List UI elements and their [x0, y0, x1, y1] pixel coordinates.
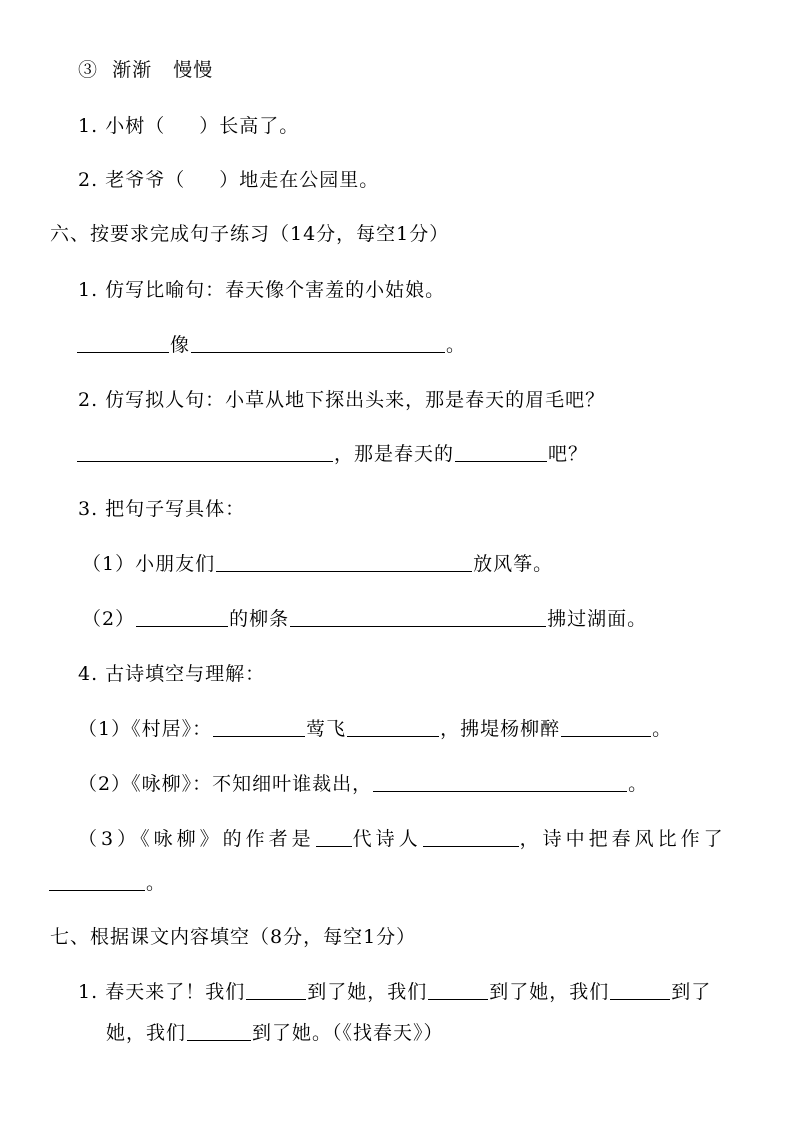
- s5-question-2: [78, 167, 379, 193]
- item-prefix: （1）《村居》：: [78, 718, 213, 740]
- s6-q4-item-1: [78, 716, 672, 742]
- answer-blank[interactable]: [49, 870, 145, 891]
- option-word-1: 渐渐: [112, 59, 153, 81]
- fixed-text: ，那是春天的: [334, 443, 455, 465]
- question-text-after: ）地走在公园里。: [219, 169, 380, 191]
- answer-blank[interactable]: [246, 979, 306, 1000]
- s6-q4-item-3: [78, 826, 727, 852]
- s7-question-1: [78, 979, 711, 1005]
- answer-blank[interactable]: [165, 113, 199, 139]
- item-prefix: （2）《咏柳》：不知细叶谁裁出，: [78, 773, 373, 795]
- s7-question-1-cont: [106, 1020, 444, 1046]
- section-6-heading: 六、按要求完成句子练习（14分，每空1分）: [50, 223, 450, 245]
- fixed-text: 到了: [671, 981, 712, 1003]
- item-suffix: 拂过湖面。: [547, 608, 648, 630]
- s6-question-2: 2. 仿写拟人句：小草从地下探出头来，那是春天的眉毛吧？: [78, 389, 606, 411]
- answer-blank[interactable]: [373, 771, 627, 792]
- answer-blank[interactable]: [455, 441, 547, 462]
- answer-blank[interactable]: [561, 716, 651, 737]
- item-prefix: （1）小朋友们: [82, 553, 216, 575]
- answer-blank[interactable]: [216, 551, 472, 572]
- s6-q3-item-2: [82, 606, 647, 632]
- fixed-text: ，诗中把春风比作了: [519, 828, 727, 850]
- item-suffix: 。: [146, 872, 167, 894]
- section-7-heading: 七、根据课文内容填空（8分，每空1分）: [50, 926, 417, 948]
- s6-question-3: 3. 把句子写具体：: [78, 498, 246, 520]
- answer-blank[interactable]: [428, 979, 488, 1000]
- fixed-text: 莺飞: [306, 718, 347, 740]
- s6-q2-answer-line: [76, 441, 588, 467]
- fixed-text: 的柳条: [229, 608, 290, 630]
- fixed-text: 代诗人: [352, 828, 422, 850]
- fixed-text: 到了她。（《找春天》）: [252, 1022, 444, 1044]
- item-suffix: 。: [628, 773, 649, 795]
- fixed-text: 到了她，我们: [307, 981, 428, 1003]
- fixed-text: 像: [170, 334, 191, 356]
- option-number: ③: [78, 59, 99, 81]
- item-suffix: 放风筝。: [473, 553, 554, 575]
- s6-q4-item-3-cont: [48, 870, 166, 896]
- fixed-text: 春天来了！我们: [105, 981, 246, 1003]
- s5-question-1: [78, 113, 299, 139]
- answer-blank[interactable]: [191, 332, 445, 353]
- answer-blank[interactable]: [77, 332, 169, 353]
- item-suffix: 。: [652, 718, 673, 740]
- answer-blank[interactable]: [316, 826, 352, 847]
- question-number: 2.: [78, 169, 99, 191]
- fixed-text: 。: [446, 334, 467, 356]
- answer-blank[interactable]: [185, 167, 219, 193]
- s6-q1-answer-line: [76, 332, 466, 358]
- question-text-before: 小树（: [105, 115, 166, 137]
- item-prefix: （3）《咏柳》的作者是: [78, 828, 315, 850]
- answer-blank[interactable]: [187, 1020, 251, 1041]
- answer-blank[interactable]: [423, 826, 519, 847]
- question-number: 1.: [78, 981, 99, 1003]
- answer-blank[interactable]: [610, 979, 670, 1000]
- question-text-after: ）长高了。: [199, 115, 300, 137]
- answer-blank[interactable]: [213, 716, 305, 737]
- answer-blank[interactable]: [136, 606, 228, 627]
- s6-question-4: 4. 古诗填空与理解：: [78, 663, 266, 685]
- fixed-text: 吧？: [548, 443, 589, 465]
- s6-q4-item-2: [78, 771, 648, 797]
- s6-q3-item-1: [82, 551, 553, 577]
- question-text-before: 老爷爷（: [105, 169, 186, 191]
- s6-question-1: 1. 仿写比喻句：春天像个害羞的小姑娘。: [78, 279, 446, 301]
- fixed-text: 到了她，我们: [489, 981, 610, 1003]
- answer-blank[interactable]: [347, 716, 439, 737]
- fixed-text: 她，我们: [106, 1022, 187, 1044]
- item-prefix: （2）: [82, 608, 136, 630]
- fixed-text: ，拂堤杨柳醉: [440, 718, 561, 740]
- answer-blank[interactable]: [290, 606, 546, 627]
- option-word-2: 慢慢: [173, 59, 214, 81]
- answer-blank[interactable]: [77, 441, 333, 462]
- question-number: 1.: [78, 115, 99, 137]
- option-3-line: [78, 57, 213, 83]
